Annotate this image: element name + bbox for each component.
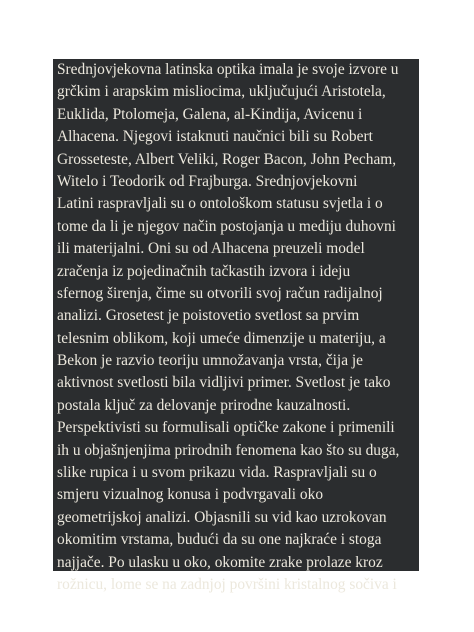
text-line: ili materijalni. Oni su od Alhacena preuzeli model [57, 240, 365, 258]
text-line: Latini raspravljali su o ontološkom statusu svjetla i o [57, 195, 383, 213]
text-line: ih u objašnjenjima prirodnih fenomena kao što su duga, [57, 441, 400, 459]
text-line: analizi. Grosetest je poistovetio svetlost sa prvim [57, 307, 360, 325]
text-line: Perspektivisti su formulisali optičke zakone i primenili [57, 419, 395, 437]
text-line: smjeru vizualnog konusa i podvrgavali oko [57, 486, 324, 504]
text-line: slike rupica i u svom prikazu vida. Raspravljali su o [57, 464, 377, 482]
text-line: tome da li je njegov način postojanja u mediju duhovni [57, 217, 396, 235]
document-text [57, 59, 419, 596]
text-line: zračenja iz pojedinačnih tačkastih izvora i ideju [57, 262, 351, 280]
text-line: Srednjovjekovna latinska optika imala je svoje izvore u [57, 61, 399, 78]
text-line: Alhacena. Njegovi istaknuti naučnici bili su Robert [57, 128, 373, 146]
text-line: Bekon je razvio teoriju umnožavanja vrsta, čija je [57, 352, 363, 370]
text-line: najjače. Po ulasku u oko, okomite zrake prolaze kroz [57, 553, 383, 571]
text-line: Witelo i Teodorik od Frajburga. Srednjovjekovni [57, 172, 358, 190]
text-line: Grosseteste, Albert Veliki, Roger Bacon, John Pecham, [57, 150, 397, 168]
text-line: grčkim i arapskim misliocima, uključujući Aristotela, [57, 83, 386, 101]
text-line: sfernog širenja, čime su otvorili svoj račun radijalnoj [57, 284, 383, 302]
text-line: aktivnost svetlosti bila vidljivi primer. Svetlost je tako [57, 374, 391, 392]
text-line: rožnicu, lome se na zadnjoj površini kristalnog sočiva i [57, 575, 397, 593]
text-line: okomitim vrstama, budući da su one najkraće i stoga [57, 531, 382, 549]
text-line: geometrijskoj analizi. Objasnili su vid kao uzrokovan [57, 508, 387, 526]
text-line: postala ključ za delovanje prirodne kauzalnosti. [57, 396, 351, 414]
text-line: Euklida, Ptolomeja, Galena, al-Kindija, Avicenu i [57, 105, 363, 123]
text-line: telesnim oblikom, koji umeće dimenzije u materiju, a [57, 329, 386, 347]
